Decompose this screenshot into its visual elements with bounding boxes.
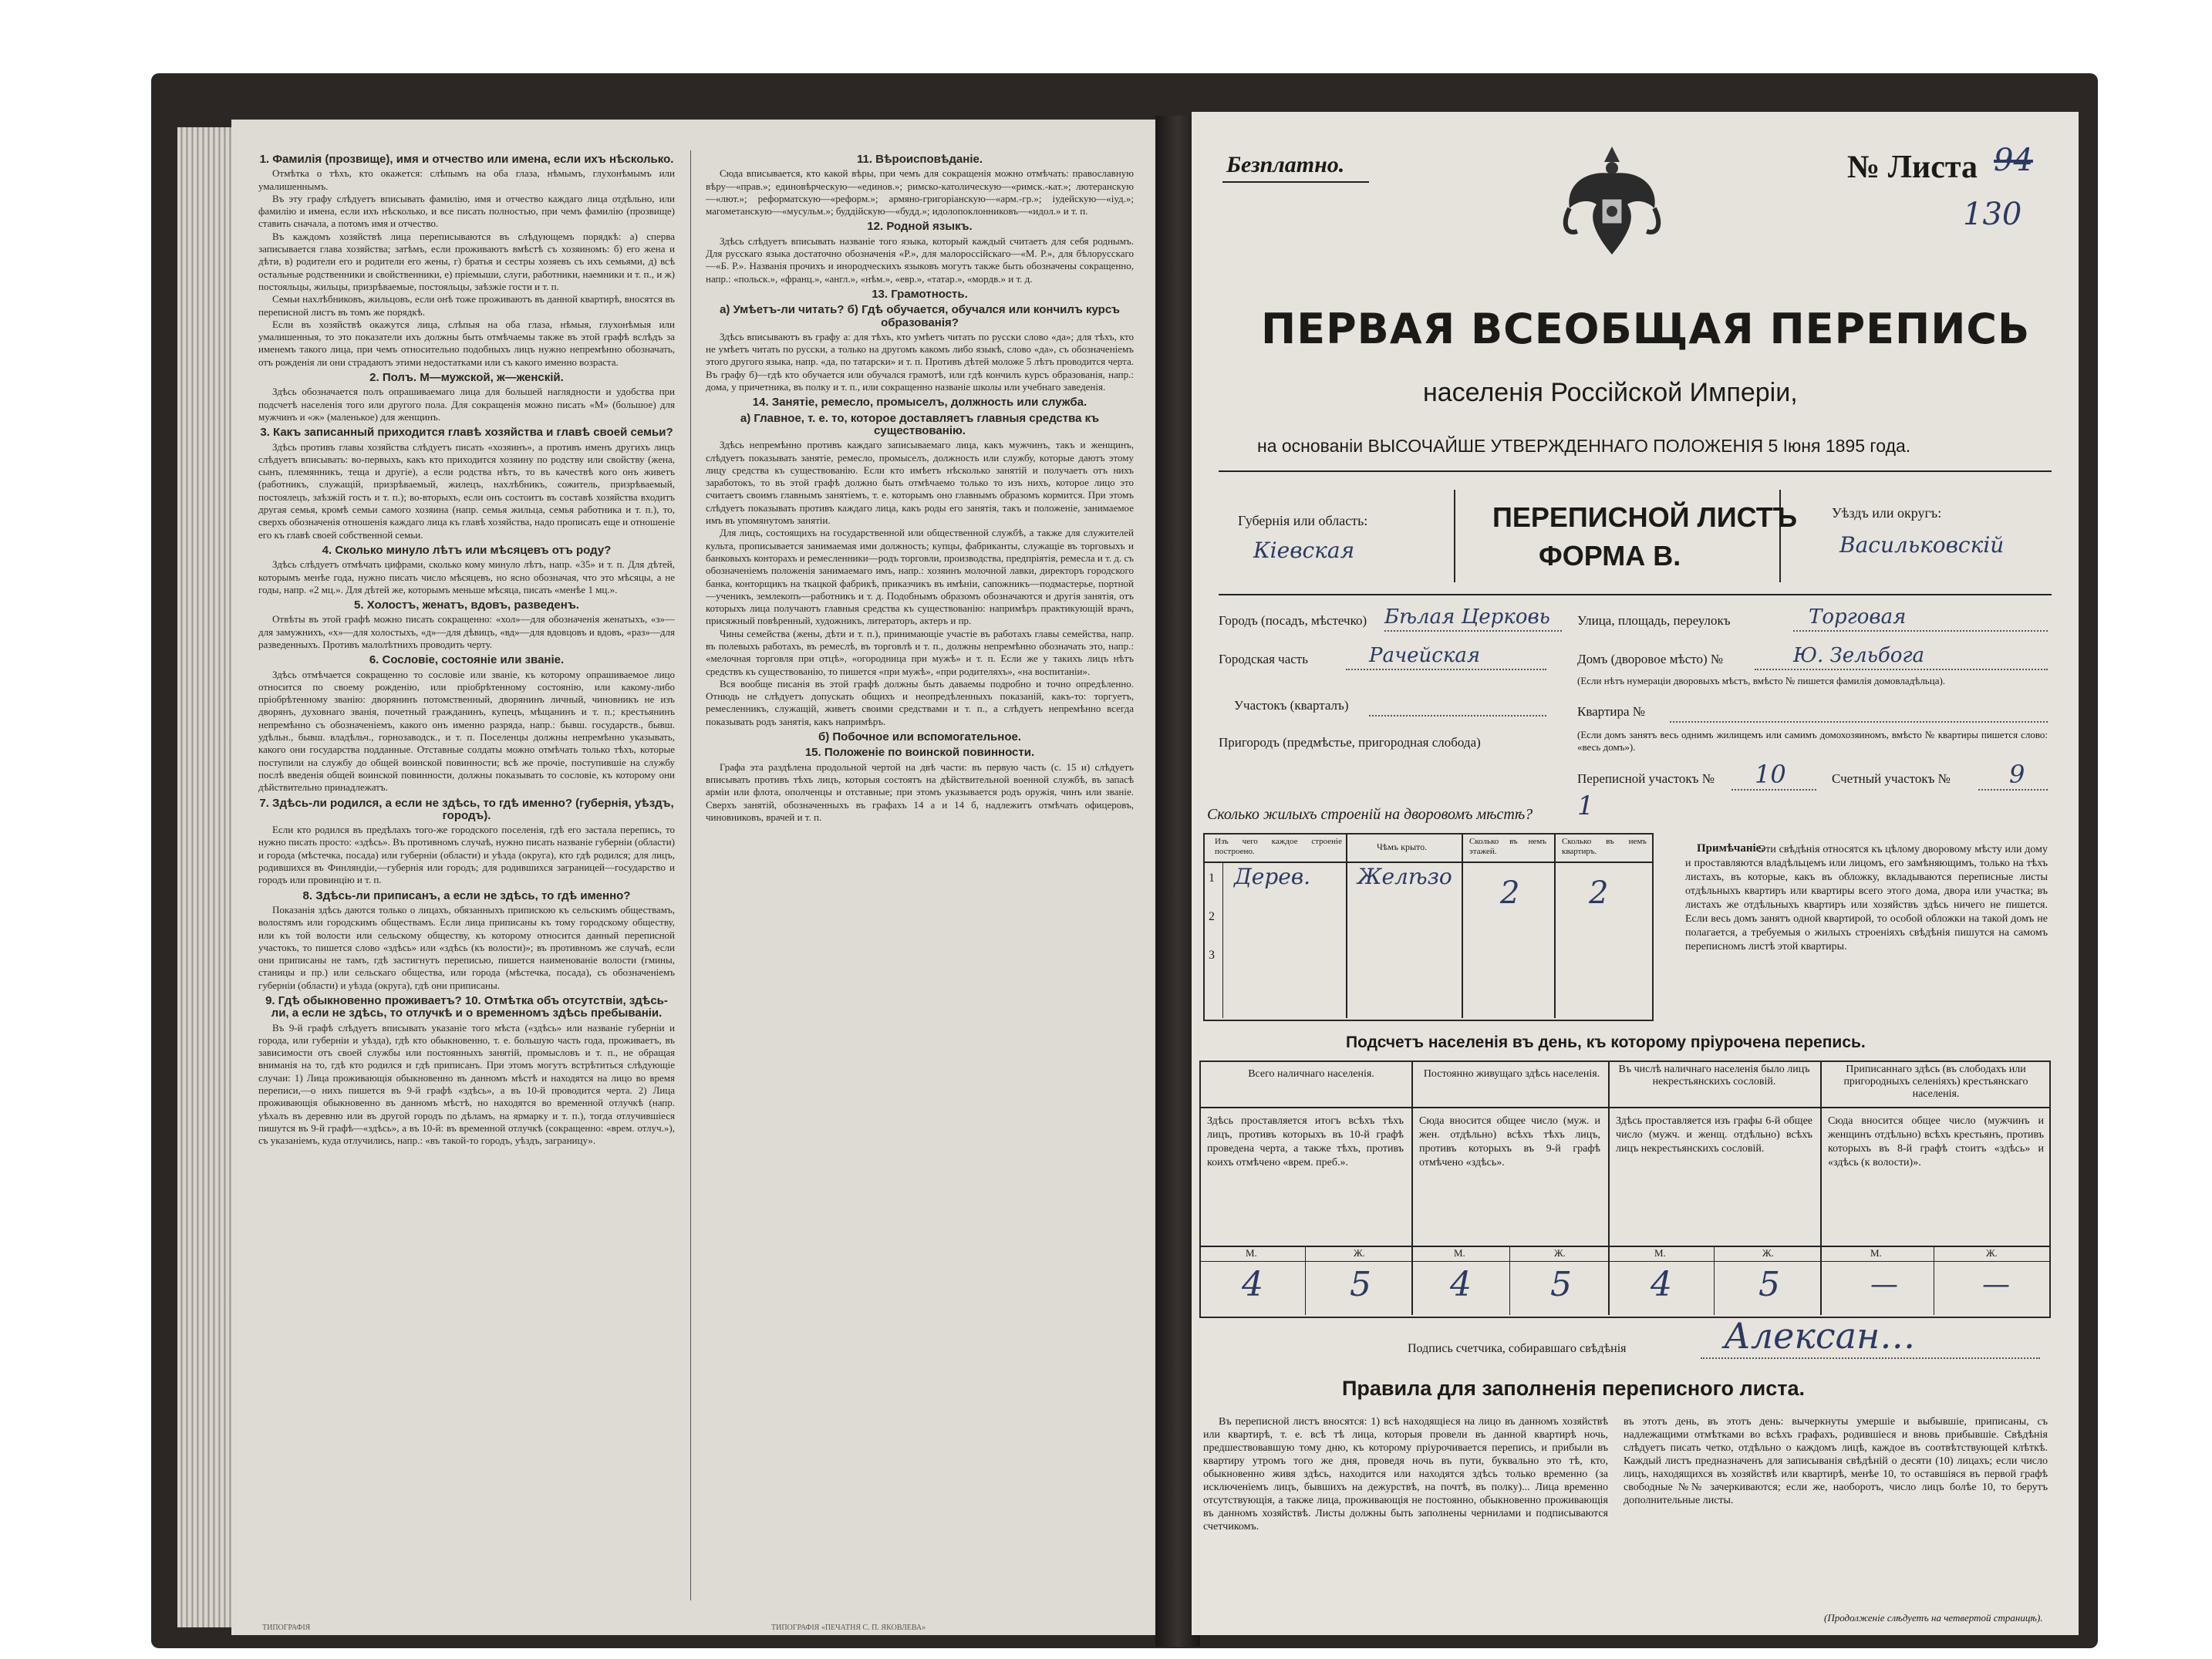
page-footer: ТИПОГРАФІЯ (262, 1624, 311, 1632)
pt-h4: Приписаннаго здѣсь (въ слободахъ или пригородныхъ селеніяхъ) крестьянскаго населенія. (1843, 1064, 2028, 1100)
section-paragraph: Здѣсь слѣдуетъ вписывать названіе того языка, который каждый считаетъ для себя роднымъ. Для русскаго языка достаточно обозначенія «Р.», для малороссійскаго—«М. Р.», для бѣлорусскаго—«Б. Р.». Названія прочихъ и инородческихъ языковъ могутъ также быть обозначены сокращенно, напр.: «польск.», «франц.», «англ.», «нѣм.», «евр.», «татар.», «мордв.» и т. д. (706, 234, 1134, 285)
section-heading: 14. Занятіе, ремесло, промыселъ, должность или служба. (752, 396, 1087, 410)
section-paragraph: Въ каждомъ хозяйствѣ лица переписываются въ слѣдующемъ порядкѣ: а) сперва записывается глава хозяйства; затѣмъ, если проживаютъ вмѣстѣ съ хозяиномъ: б) его жена и дѣти, в) родители его и родители его жены, г) братья и сестры хозяевъ съ ихъ семьями, д) всѣ остальные родственники и свойственники, е) пріемыши, слуги, работники, наемники и т. п., и ж) постояльцы, жильцы, призрѣваемые, постояльцы, заѣзжіе гости и т. п. (258, 230, 675, 292)
rules-right: въ этотъ день, въ этотъ день: вычеркнуты умершіе и выбывшіе, приписаны, съ надлежащими отмѣтками во всѣхъ графахъ, родившіеся и вновь прибывшіе. Свѣдѣнія слѣдуетъ писать четко, отдѣльно о каждомъ лицѣ, каждое въ соотвѣтствующей клѣткѣ. Каждый листъ предназначенъ для записыванія свѣдѣній о десяти (10) лицахъ; если число лицъ, находящихся въ хозяйствѣ или квартирѣ, менѣе 10, то оставшіяся въ первой графѣ свободные №№ зачеркиваются; если же, наоборотъ, число лицъ болѣе 10, то берутъ дополнительные листы. (1624, 1416, 2048, 1506)
chast-label: Городская часть (1219, 652, 1308, 666)
ulica-label: Улица, площадь, переулокъ (1577, 613, 1731, 628)
pt-z-4: Ж. (1986, 1247, 1998, 1259)
form-title: ПЕРЕПИСНОЙ ЛИСТЪ (1492, 501, 1798, 533)
section-paragraph: Здѣсь отмѣчается сокращенно то сословіе или званіе, къ которому опрашиваемое лицо относится по своему рожденію, или пріобрѣтенному состоянію, или какому-либо пріобрѣтенному званію: дворянинъ потомственный, дворянинъ личный, чиновникъ не изъ дворянъ, духовнаго званія, почетный гражданинъ, купецъ, мѣщанинъ и т. п.; крестьянинъ непремѣнно съ обозначеніемъ, какого онъ именно разряда, напр.: бывш. государств., бывш. удѣльн., бывш. владѣльч., горнозаводск., и т. п. Поселенцы должны непремѣнно указывать, какого они государства подданные. Отставные солдаты можно отмѣчать только тѣхъ, которые поступили на службу до общей воинской повинности; всѣ же прочіе, поступившіе на службу послѣ введенія общей воинской повинности, должны показывать то сословіе, къ которому они дѣйствительно принадлежатъ. (258, 668, 675, 794)
pt-col-line-1 (1411, 1062, 1413, 1315)
bt-h1: Изъ чего каждое строеніе построено. (1215, 837, 1342, 856)
pt-h1: Всего наличнаго населенія. (1248, 1068, 1374, 1080)
section-paragraph: Здѣсь слѣдуетъ отмѣчать цифрами, сколько кому минуло лѣтъ, напр. «35» и т. п. Для дѣтей, которымъ менѣе года, нужно писать число мѣсяцевъ, но ясно обозначая, что это мѣсяцы, а не годы, напр. «2 мц.». Для дѣтей же, которымъ меньше мѣсяца, писать «менѣе 1 мц.». (258, 558, 675, 595)
pt-v3-m: 4 (1651, 1265, 1672, 1304)
free-label: Безплатно. (1226, 152, 1345, 177)
chast-handwritten: Рачейская (1369, 644, 1481, 667)
section-paragraph: Здѣсь непремѣнно противъ каждаго записываемаго лица, какъ мужчинъ, такъ и женщинъ, слѣдуетъ показывать занятіе, ремесло, промыселъ, должность или службу, которые даютъ этому лицу средства къ существованію. Если кто имѣетъ нѣсколько занятій и получаетъ отъ нихъ заработокъ, то въ этой графѣ должно быть отмѣчаемо только то изъ нихъ, которое лицо это считаетъ своимъ главнымъ занятіемъ, т. е. которымъ оно главнымъ образомъ кормится. При этомъ слѣдуетъ показывать противъ каждаго лица, какъ роды его занятія, такъ и положеніе, занимаемое имъ въ упомянутомъ занятіи. (706, 439, 1134, 527)
pt-col-line-2 (1608, 1062, 1610, 1315)
section-heading: 15. Положеніе по воинской повинности. (804, 746, 1035, 760)
pt-m-1: М. (1246, 1247, 1257, 1259)
section-paragraph: Семьи нахлѣбниковъ, жильцовъ, если онѣ тоже проживаютъ въ данной квартирѣ, вносятся въ переписной листъ въ томъ же порядкѣ. (258, 293, 675, 318)
pt-v3-z: 5 (1758, 1265, 1780, 1304)
section-paragraph: Если въ хозяйствѣ окажутся лица, слѣпыя на оба глаза, нѣмыя, глухонѣмыя или умалишенныя, то это показатели ихъ должны быть отмѣчаемы также въ этой графѣ вслѣдъ за именемъ такого лица, при чемъ относительно подобныхъ лицъ нужно непремѣнно обозначать, отъ рожденія ли они страдаютъ этими недостатками или съ какого именно возраста. (258, 318, 675, 368)
bt-roof-handwritten: Желѣзо (1357, 864, 1452, 889)
section-heading: 4. Сколько минуло лѣтъ или мѣсяцевъ отъ роду? (322, 543, 612, 557)
census-basis: на основаніи ВЫСОЧАЙШЕ УТВЕРЖДЕННАГО ПОЛОЖЕНІЯ 5 Іюня 1895 года. (1257, 436, 1911, 456)
pt-col-line-3 (1820, 1062, 1822, 1315)
section-paragraph: Отвѣты въ этой графѣ можно писать сокращенно: «хол»—для обозначенія женатыхъ, «з»—для замужнихъ, «х»—для холостыхъ, «д»—для дѣвицъ, «вд»—для вдовцовъ и вдовъ, «раз»—для разведенныхъ. Противъ малолѣтнихъ проводить черту. (258, 613, 675, 650)
section-heading: 12. Родной языкъ. (867, 220, 973, 234)
bt-h2: Чѣмъ крыто. (1377, 841, 1428, 852)
section-paragraph: Здѣсь противъ главы хозяйства слѣдуетъ писать «хозяинъ», а противъ именъ другихъ лицъ слѣдуетъ вписывать: во-первыхъ, какъ кто приходится хозяину по родству или свойству (жена, сынъ, племянникъ, теща и другіе), а если родства нѣтъ, то въ качествѣ кого онъ живетъ (работникъ, служащій, призрѣваемый, жилецъ, нахлѣбникъ, сожитель, призрѣваемый, постоялецъ, заѣзжій гость и т. п.); во-вторыхъ, если онъ состоитъ въ составѣ хозяйства входитъ другая семья, кромѣ семьи самого хозяина (напр. семья жильца, семья работника и т. п.), то, сверхъ обозначенія отношенія каждаго лица къ главѣ хозяйства, надо прописать еще и отношеніе его къ главѣ своей собственной семьи. (258, 440, 675, 541)
free-underline (1222, 181, 1369, 183)
note-title: Примѣчаніе. (1697, 842, 1765, 855)
gorod-line (1384, 630, 1562, 632)
bt-material-handwritten: Дерев. (1234, 864, 1311, 889)
section-heading: 5. Холостъ, женатъ, вдовъ, разведенъ. (354, 599, 579, 612)
prigorod-label: Пригородъ (предмѣстье, пригородная слобода) (1219, 735, 1481, 750)
section-heading: 7. Здѣсь-ли родился, а если не здѣсь, то гдѣ именно? (губернія, уѣздъ, городъ). (259, 796, 674, 822)
section-paragraph: Вся вообще писанія въ этой графѣ должны быть даваемы подробно и точно опредѣленно. Отнюдь не слѣдуетъ допускать общихъ и неопредѣленныхъ показаній, какъ-то: торгуетъ, ремесленникъ, служащій, живетъ своими средствами и т. п., а слѣдуетъ непремѣнно всегда показывать родъ занятія, какъ напримѣръ. (706, 677, 1134, 727)
section-paragraph: Здѣсь обозначается полъ опрашиваемаго лица для большей наглядности и удобства при подсчетѣ населенія того или другого пола. Для сокращенія можно писать «М» (большое) для мужчинъ и «ж» (маленькое) для женщинъ. (258, 386, 675, 423)
bt-row-3: 3 (1209, 949, 1215, 962)
perep-uch-label: Переписной участокъ № (1577, 771, 1715, 786)
pt-v4-z: — (1982, 1269, 2010, 1300)
kvartira-line (1670, 721, 2048, 723)
chast-line (1346, 669, 1546, 670)
pt-sub-1 (1305, 1246, 1306, 1315)
pt-m-4: М. (1870, 1247, 1882, 1259)
section-heading: 6. Сословіе, состояніе или званіе. (369, 653, 565, 667)
bt-col-line-1 (1346, 835, 1347, 1018)
dom-note: (Если нѣтъ нумераціи дворовыхъ мѣстъ, вмѣсто № пишется фамилія домовладѣльца). (1577, 675, 1946, 686)
bt-floors-handwritten: 2 (1500, 875, 1520, 911)
section-paragraph: Показанія здѣсь даются только о лицахъ, обязанныхъ припискою къ сельскимъ обществамъ, волостямъ или городскимъ обществамъ. Если лица приписаны къ тому городскому обществу, или къ той волости или сельскому обществу, къ которому относится данный переписной участокъ, то пишется слово «здѣсь» или «здѣсь (къ волости)»; въ противномъ же случаѣ, если они приписаны не тамъ, гдѣ застигнутъ переписью, пишется наименованіе волости (гмины, станицы и пр.) или сельскаго общества, или города (мѣстечка, посада), съ обозначеніемъ губерніи (области) и уѣзда (округа), гдѣ они приписаны. (258, 903, 675, 991)
section-paragraph: Въ эту графу слѣдуетъ вписывать фамилію, имя и отчество каждаго лица отдѣльно, или фамилію и имена, если ихъ нѣсколько, и все писать полностью, при чемъ фамилію (прозвище) ставить сначала, а потомъ имя и отчество. (258, 192, 675, 230)
pt-sub-3 (1714, 1246, 1715, 1315)
dom-label: Домъ (дворовое мѣсто) № (1577, 652, 1724, 666)
pt-m-2: М. (1454, 1247, 1465, 1259)
signature-handwritten: Алексан… (1724, 1315, 1916, 1357)
header-rule-2 (1219, 594, 2052, 595)
bt-h4: Сколько въ немъ квартиръ. (1562, 837, 1647, 856)
right-page (1192, 112, 2079, 1635)
census-subtitle: населенія Россійской Имперіи, (1423, 378, 1798, 407)
section-paragraph: Графа эта раздѣлена продольной чертой на двѣ части: въ первую часть (с. 15 и) слѣдуетъ вписывать противъ тѣхъ лицъ, которыя состоятъ на дѣйствительной военной службѣ, въ запасѣ арміи или флота, ополченцы и отставные; при этомъ указывается родъ оружія, чинъ или званіе. Сверхъ занятій, обозначенныхъ въ графахъ 14 а и 14 б, надлежитъ отмѣчать офицеровъ, чиновниковъ, врачей и т. п. (706, 760, 1134, 823)
podschet-title: Подсчетъ населенія въ день, къ которому пріурочена перепись. (1346, 1034, 1866, 1051)
pt-d3: Здѣсь проставляется изъ графы 6-й общее число (мужч. и женщ. отдѣльно) всѣхъ лицъ некрестьянскихъ сословій. (1616, 1115, 1812, 1155)
pt-v1-m: 4 (1242, 1265, 1263, 1304)
census-title: ПЕРВАЯ ВСЕОБЩАЯ ПЕРЕПИСЬ (1261, 305, 2031, 353)
pt-z-2: Ж. (1554, 1247, 1566, 1259)
bt-h3: Сколько въ немъ этажей. (1469, 837, 1546, 856)
dom-handwritten: Ю. Зельбога (1793, 644, 1925, 667)
section-heading: а) Главное, т. е. то, которое доставляетъ главныя средства къ существованію. (740, 411, 1100, 437)
pt-val-line (1199, 1261, 2049, 1262)
section-heading: 3. Какъ записанный приходится главѣ хозяйства и главѣ своей семьи? (260, 426, 673, 440)
perep-uch-handwritten: 10 (1755, 760, 1786, 789)
section-paragraph: Для лицъ, состоящихъ на государственной или общественной службѣ, а также для служителей культа, прописывается занимаемая ими должность; купцы, фабриканты, служащіе въ торговыхъ и банковыхъ конторахъ и ремесленники—родъ торговли, производства, предпріятія, ремесла и т. д. съ обозначеніемъ положенія занимаемаго имъ, напр.: хозяинъ молочной лавки, директоръ городского банка, конторщикъ на ткацкой фабрикѣ, приказчикъ въ имѣніи, сапожникъ—подмастерье, портной—ученикъ, землекопъ—работникъ и т. д. Подобнымъ образомъ обозначаются и другія занятія, отъ которыхъ лица получаютъ главныя средства къ существованію: напримѣръ практикующій врачъ, присяжный повѣренный, художникъ, литераторъ, актеръ и пр. (706, 527, 1134, 627)
ulica-line (1793, 630, 2048, 632)
pt-h3: Въ числѣ наличнаго населенія было лицъ некрестьянскихъ сословій. (1618, 1064, 1810, 1087)
bt-header-line (1203, 862, 1652, 863)
left-page (231, 120, 1157, 1635)
pt-v2-m: 4 (1450, 1265, 1472, 1304)
section-heading: 11. Вѣроисповѣданіе. (856, 153, 983, 166)
bt-num-line (1222, 862, 1223, 1018)
section-heading: 8. Здѣсь-ли приписанъ, а если не здѣсь, то гдѣ именно? (302, 889, 631, 902)
pt-d2: Сюда вносится общее число (муж. и жен. отдѣльно) всѣхъ тѣхъ лицъ, противъ которыхъ въ 9-й графѣ отмѣчено «здѣсь». (1419, 1115, 1600, 1168)
bt-row-1: 1 (1209, 872, 1215, 885)
kvartira-label: Квартира № (1577, 704, 1646, 719)
rules-title: Правила для заполненія переписного листа. (1342, 1377, 1806, 1400)
kvartira-note: (Если домъ занятъ весь однимъ жилищемъ или самимъ домохозяиномъ, вмѣсто № квартиры пишется слово: «весь домъ»). (1577, 729, 2048, 753)
section-heading: 9. Гдѣ обыкновенно проживаетъ? 10. Отмѣтка объ отсутствіи, здѣсь-ли, а если не здѣсь, то отлучкѣ и о временномъ здѣсь пребываніи. (265, 994, 668, 1020)
page-footer-right: ТИПОГРАФІЯ «ПЕЧАТНЯ С. П. ЯКОВЛЕВА» (771, 1624, 926, 1632)
stroenii-handwritten: 1 (1577, 791, 1594, 821)
gubernia-handwritten: Кіевская (1253, 538, 1355, 563)
bt-col-line-2 (1462, 835, 1463, 1018)
header-rule (1219, 470, 2052, 472)
left-column-1 (258, 150, 675, 1608)
uezd-handwritten: Васильковскій (1839, 532, 2005, 558)
signature-label: Подпись счетчика, собиравшаго свѣдѣнія (1408, 1342, 1627, 1355)
pt-v4-m: — (1870, 1269, 1898, 1300)
stroenii-label: Сколько жилыхъ строеній на дворовомъ мѣстѣ? (1207, 806, 1533, 823)
section-paragraph: Здѣсь вписываютъ въ графу а: для тѣхъ, кто умѣетъ читать по русски слово «да»; для тѣхъ, кто не умѣетъ читать по русски, а только на другомъ какомъ либо языкѣ, слово «да», съ обозначеніемъ этого другого языка, напр. «да, по татарски» и т. п. Противъ дѣтей моложе 5 лѣтъ проводится черта. Въ графу б)—гдѣ кто обучается или обучался грамотѣ, или гдѣ кончилъ курсъ образованія, напр.: дома, у причетника, въ полку и т. п., или сокращенно названіе школы или учебнаго заведенія. (706, 330, 1134, 393)
coat-of-arms-emblem (1554, 139, 1670, 266)
section-paragraph: Чины семейства (жены, дѣти и т. п.), принимающіе участіе въ работахъ главы семейства, напр. въ полевыхъ работахъ, въ ремеслѣ, въ торговлѣ и т. п., должны непремѣнно обозначать это, напр.: «мелочная торговля при отцѣ», «огородница при мужѣ» и т. п. Если же у такихъ лицъ нѣтъ средствъ къ существованію, то пишется «при мужѣ», «при родителяхъ», «на воспитаніи». (706, 627, 1134, 677)
schet-uch-label: Счетный участокъ № (1832, 771, 1951, 786)
uchastok-label: Участокъ (кварталъ) (1234, 698, 1349, 713)
signature-line (1701, 1357, 2040, 1359)
perep-line (1731, 789, 1816, 791)
pt-v1-z: 5 (1350, 1265, 1371, 1304)
bt-col-line-3 (1554, 835, 1556, 1018)
pt-head-line (1199, 1107, 2049, 1108)
pt-z-1: Ж. (1354, 1247, 1365, 1259)
uchastok-line (1369, 715, 1546, 717)
pt-d1: Здѣсь проставляется итогъ всѣхъ тѣхъ лицъ, противъ которыхъ въ 10-й графѣ проведена черта, а также тѣхъ, противъ коихъ отмѣчено «врем. преб.». (1207, 1115, 1404, 1168)
section-heading: 1. Фамилія (прозвище), имя и отчество или имена, если ихъ нѣсколько. (259, 153, 674, 166)
dom-line (1755, 669, 2048, 670)
section-paragraph: Отмѣтка о тѣхъ, кто окажется: слѣпымъ на оба глаза, нѣмымъ, глухонѣмымъ или умалишеннымъ. (258, 167, 675, 192)
pt-sub-2 (1509, 1246, 1510, 1315)
sheet-no-label: № Листа (1847, 150, 1978, 185)
section-paragraph: Въ 9-й графѣ слѣдуетъ вписывать указаніе того мѣста («здѣсь» или названіе губерніи и города, или губерніи и уѣзда), гдѣ кто обыкновенно, т. е. большую часть года, проживаетъ, въ зависимости отъ своей службы или постоянныхъ занятій, промысловъ и т. п., не обращая вниманія на то, гдѣ кто родился и гдѣ приписанъ. При этомъ могутъ встрѣтиться слѣдующіе случаи: 1) Лица проживающія обыкновенно въ данномъ мѣстѣ и находятся на лицо во время переписи,—о нихъ пишется въ 9-й графѣ «здѣсь», а въ 10-й проводится черта. 2) Лица проживающія обыкновенно въ данномъ мѣстѣ, но находятся во временной отлучкѣ (напр. уѣхалъ въ деревню или въ другой городъ по дѣламъ, на ярмарку и т. п.), тогда отлучившіеся пишутся въ 9-й графѣ—«здѣсь», а въ 10-й: въ временной отлучкѣ (сокращенно: «врем. отлуч.»), съ указаніемъ, куда отлучились, напр.: «въ такой-то городъ, уѣздъ, заграницу». (258, 1021, 675, 1147)
note-text: Эти свѣдѣнія относятся къ цѣлому дворовому мѣсту или дому и проставляются владѣльцемъ или лицомъ, его замѣняющимъ, только на тѣхъ листахъ, въ которые, какъ въ обложку, вкладываются переписные листы отдѣльныхъ квартиръ или квартиры всего этого дома, двора или участка; въ листахъ же отдѣльныхъ квартиръ или хозяйствъ здѣсь ничего не пишется. Если весь домъ занятъ одной квартирой, то особой обложки на такой домъ не полагается, а требуемыя о жилыхъ строеніяхъ свѣдѣнія пишутся на самомъ переписномъ листѣ этой квартиры. (1685, 844, 2048, 953)
pt-h2: Постоянно живущаго здѣсь населенія. (1423, 1068, 1600, 1080)
gorod-label: Городъ (посадъ, мѣстечко) (1219, 613, 1367, 628)
pt-d4: Сюда вносится общее число (мужчинъ и женщинъ отдѣльно) всѣхъ крестьянъ, противъ которыхъ въ 8-й графѣ стоитъ «здѣсь» и «здѣсь (к волости)». (1828, 1115, 2044, 1168)
section-heading: 2. Полъ. М—мужской, ж—женскій. (369, 371, 564, 385)
rules-left: Въ переписной листъ вносятся: 1) всѣ находящіеся на лицо въ данномъ хозяйствѣ или квартирѣ, т. е. всѣ тѣ лица, которыя провели въ данной квартирѣ ночь, предшествовавшую тому дню, къ которому пріурочивается перепись, и прибыли въ квартиру утромъ того же дня, проведя ночь въ пути, буквально это тѣ, кто, обыкновенно живя здѣсь, находится или находятся здѣсь только временно (за исключеніемъ лицъ, бывшихъ на дежурствѣ, на почтѣ, въ полку)... Лица временно отсутствующія, а также лица, проживающія не постоянно, обыкновенно проживающія въ данномъ хозяйствѣ. Листы должны быть заполнены чернилами и подписываются счетчикомъ. (1203, 1416, 1608, 1533)
section-paragraph: Если кто родился въ предѣлахъ того-же городского поселенія, гдѣ его застала перепись, то нужно писать просто: «здѣсь». Въ противномъ случаѣ, нужно писать названіе губерніи (области) и города (мѣстечка, посада) или губерніи (области) и уѣзда (округа), кто гдѣ родился; для лицъ, родившихся въ Финляндіи,—губернія или городъ; для родившихся заграницей—государство и городъ или провинцію и т. п. (258, 824, 675, 886)
section-paragraph: Сюда вписывается, кто какой вѣры, при чемъ для сокращенія можно отмѣчать: православную вѣру—«прав.»; единовѣрческую—«единов.»; римско-католическую—«римск.-кат.»; лютеранскую—«лют.»; реформатскую—«реформ.»; армяно-григоріанскую—«арм.-гр.»; іудейскую—«іуд.»; магометанскую—«мусульм.»; буддійскую—«будд.»; идолопоклонниковъ—«идол.» и т. п. (706, 167, 1134, 217)
ulica-handwritten: Торговая (1809, 605, 1907, 629)
bt-row-2: 2 (1209, 910, 1215, 923)
schet-line (1978, 789, 2048, 791)
bt-apartments-handwritten: 2 (1589, 875, 1609, 911)
form-subtitle: ФОРМА В. (1539, 540, 1681, 572)
pt-mz-line (1199, 1246, 2049, 1247)
left-column-2 (706, 150, 1134, 1608)
column-divider (690, 150, 691, 1600)
rules-continue-note: (Продолженіе слѣдуетъ на четвертой страницѣ). (1824, 1612, 2043, 1624)
gorod-handwritten: Бѣлая Церковь (1384, 605, 1550, 629)
gubernia-label: Губернія или область: (1238, 513, 1368, 528)
sheet-no-handwritten-2: 130 (1963, 197, 2022, 232)
pt-v2-z: 5 (1550, 1265, 1572, 1304)
pt-z-3: Ж. (1762, 1247, 1774, 1259)
section-heading: а) Умѣетъ-ли читать? б) Гдѣ обучается, обучался или кончилъ курсъ образованія? (720, 303, 1120, 329)
schet-uch-handwritten: 9 (2009, 760, 2025, 789)
section-heading: б) Побочное или вспомогательное. (818, 730, 1022, 744)
sheet-no-handwritten: 94 (1994, 143, 2033, 178)
page-edges (177, 127, 233, 1627)
section-heading: 13. Грамотность. (872, 287, 968, 301)
pt-m-3: М. (1654, 1247, 1666, 1259)
uezd-label: Уѣздъ или округъ: (1832, 505, 1942, 521)
